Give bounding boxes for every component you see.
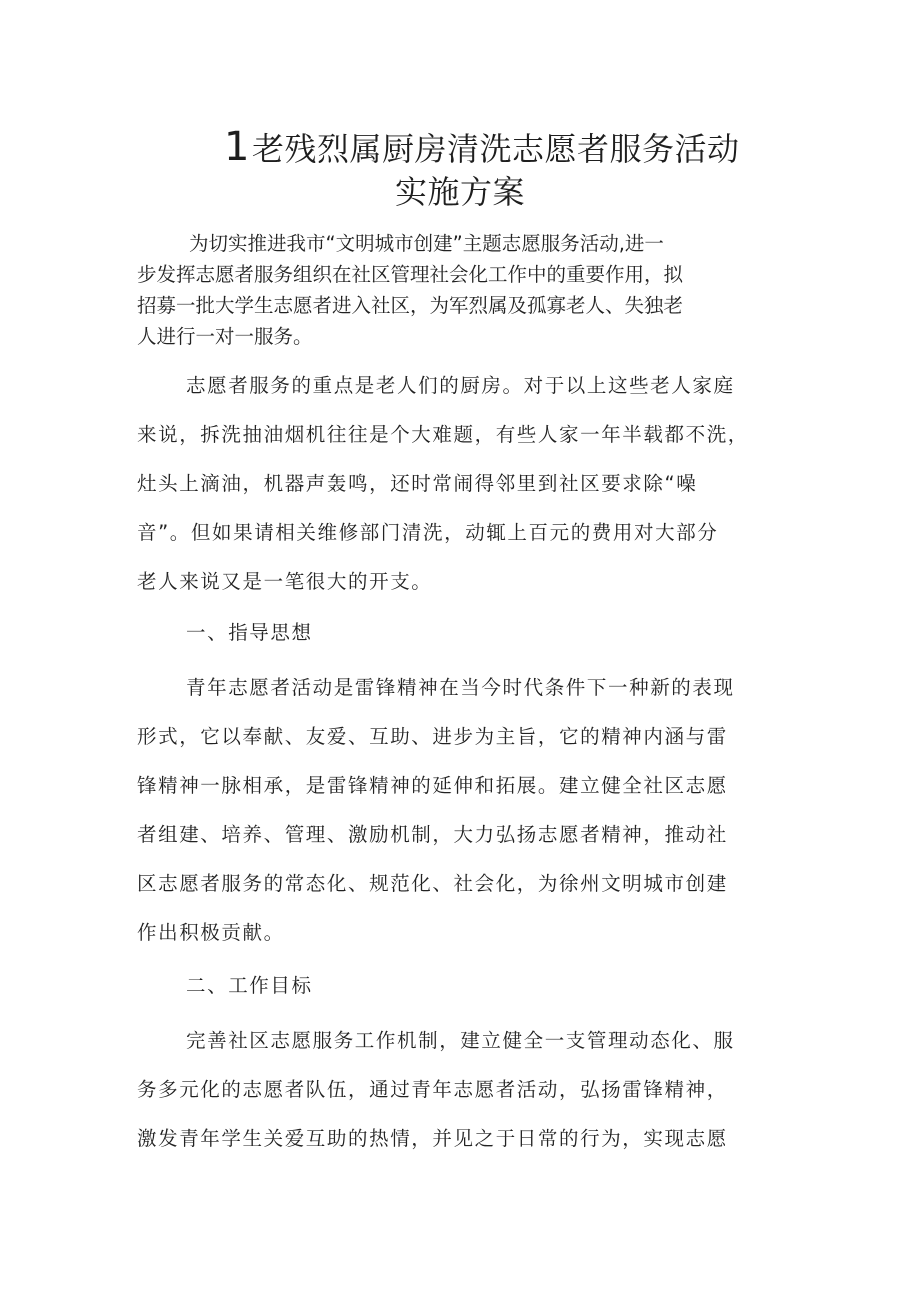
paragraph-line: 完善社区志愿服务工作机制，建立健全一支管理动态化、服 — [186, 1029, 735, 1052]
section-heading: 二、工作目标 — [186, 974, 313, 997]
paragraph-line: 步发挥志愿者服务组织在社区管理社会化工作中的重要作用，拟 — [137, 263, 684, 286]
paragraph-line: 灶头上滴油，机器声轰鸣，还时常闹得邻里到社区要求除“噪 — [137, 472, 698, 495]
paragraph-line: 为切实推进我市“文明城市创建”主题志愿服务活动,进一 — [189, 232, 664, 255]
title-number: 1 — [224, 124, 250, 170]
paragraph-line: 志愿者服务的重点是老人们的厨房。对于以上这些老人家庭 — [186, 374, 735, 397]
title-line-1: 老残烈属厨房清洗志愿者服务活动 — [251, 130, 740, 168]
paragraph-line: 作出积极贡献。 — [137, 921, 285, 944]
paragraph-line: 形式，它以奉献、友爱、互助、进步为主旨，它的精神内涵与雷 — [137, 725, 728, 748]
paragraph-line: 锋精神一脉相承，是雷锋精神的延伸和拓展。建立健全社区志愿 — [137, 774, 728, 797]
paragraph-line: 来说，拆洗抽油烟机往往是个大难题，有些人家一年半载都不洗， — [137, 423, 749, 446]
document-subtitle: 实施方案 — [395, 173, 526, 211]
paragraph-line: 人进行一对一服务。 — [137, 325, 313, 348]
paragraph-line: 务多元化的志愿者队伍，通过青年志愿者活动，弘扬雷锋精神， — [137, 1078, 728, 1101]
paragraph-line: 青年志愿者活动是雷锋精神在当今时代条件下一种新的表现 — [186, 676, 735, 699]
paragraph-line: 音”。但如果请相关维修部门清洗，动辄上百元的费用对大部分 — [137, 521, 719, 544]
paragraph-line: 者组建、培养、管理、激励机制，大力弘扬志愿者精神，推动社 — [137, 823, 728, 846]
paragraph-line: 激发青年学生关爱互助的热情，并见之于日常的行为，实现志愿 — [137, 1127, 728, 1150]
paragraph-line: 招募一批大学生志愿者进入社区，为军烈属及孤寡老人、失独老 — [137, 294, 684, 317]
document-title — [224, 124, 740, 170]
section-heading: 一、指导思想 — [186, 621, 313, 644]
paragraph-line: 区志愿者服务的常态化、规范化、社会化，为徐州文明城市创建 — [137, 872, 728, 895]
paragraph-line: 老人来说又是一笔很大的开支。 — [137, 570, 433, 593]
